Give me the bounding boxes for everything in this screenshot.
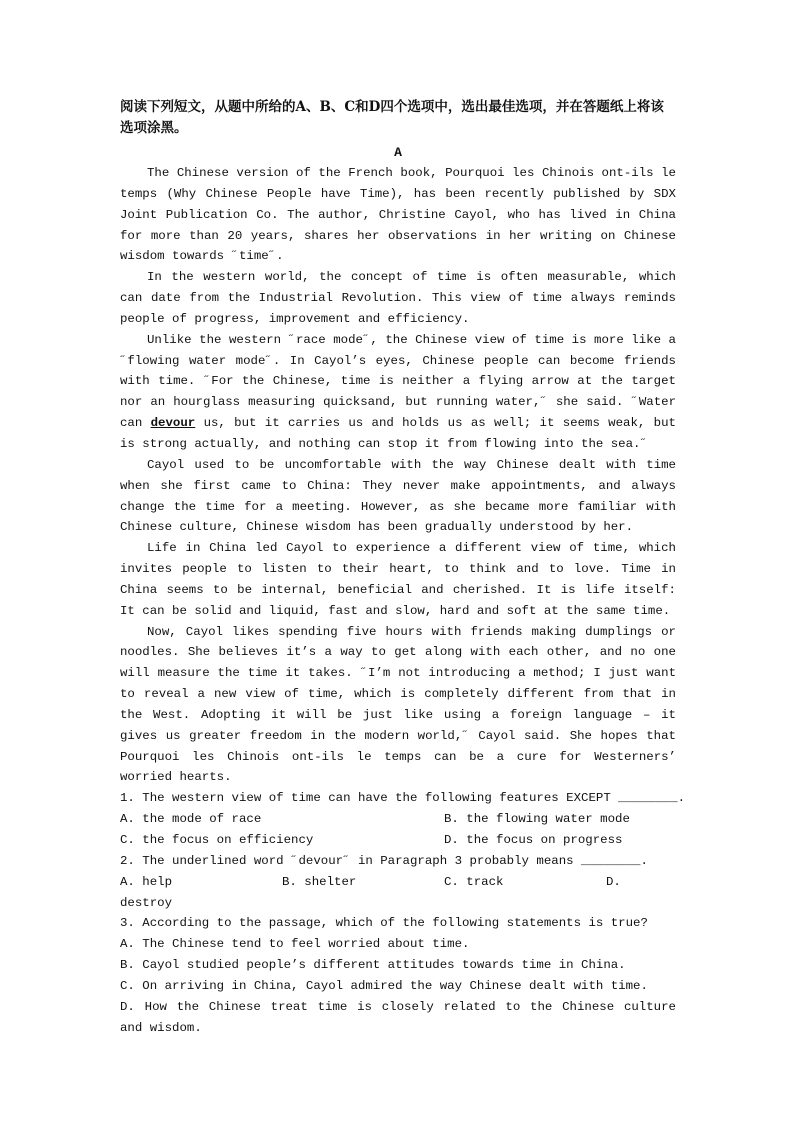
paragraph-1: The Chinese version of the French book, Pourquoi les Chinois ont-ils le temps (Why Chinese People have Time), has been recently published by SDX Joint Publication Co. The author, Christine Cayol, who has lived in China for more than 20 years, shares her observations in her writing on Chinese wisdom towards ˝time˝. xyxy=(120,166,676,264)
question-3-option-c: C. On arriving in China, Cayol admired the way Chinese dealt with time. xyxy=(120,978,648,993)
section-label: A xyxy=(394,145,402,160)
question-3-stem: 3. According to the passage, which of the following statements is true? xyxy=(120,916,648,931)
question-3-option-a: A. The Chinese tend to feel worried about time. xyxy=(120,937,470,952)
question-2-stem: 2. The underlined word ˝devour˝ in Paragraph 3 probably means ________. xyxy=(120,853,648,868)
questions xyxy=(120,788,686,1038)
question-2-options-row xyxy=(120,872,676,893)
paragraph-4: Cayol used to be uncomfortable with the way Chinese dealt with time when she first came to China: They never make appointments, and always change the time for a meeting. However, as she became more familiar with Chinese culture, Chinese wisdom has been gradually understood by her. xyxy=(120,457,676,535)
question-2-option-d: D. xyxy=(606,874,621,889)
paragraph-5: Life in China led Cayol to experience a different view of time, which invites people to listen to their heart, to think and to love. Time in China seems to be internal, beneficial and cherished. It is life itself: It can be solid and liquid, fast and slow, hard and soft at the same time. xyxy=(120,541,676,618)
instruction-text: 阅读下列短文，从题中所给的A、B、C和D四个选项中，选出最佳选项，并在答题纸上将该选项涂黑。 xyxy=(120,99,664,136)
paragraph-3-text-after: us, but it carries us and holds us as well; it seems weak, but is strong actually, and nothing can stop it from flowing into the sea.˝ xyxy=(120,416,676,451)
paragraph-3 xyxy=(120,330,676,455)
question-1-options-row-1 xyxy=(120,809,676,830)
document-page xyxy=(120,97,686,1038)
question-2-option-b: B. shelter xyxy=(282,874,357,889)
question-1-option-c: C. the focus on efficiency xyxy=(120,833,314,847)
question-2-option-a: A. help xyxy=(120,874,173,889)
question-3-option-b: B. Cayol studied people’s different attitudes towards time in China. xyxy=(120,958,626,973)
question-1-option-d: D. the focus on progress xyxy=(444,833,623,847)
underlined-word-devour: devour xyxy=(150,416,196,431)
question-3-option-d: D. How the Chinese treat time is closely related to the Chinese culture and wisdom. xyxy=(120,999,676,1035)
question-1-stem: 1. The western view of time can have the following features EXCEPT ________. xyxy=(120,791,686,806)
paragraph-2: In the western world, the concept of time is often measurable, which can date from the Industrial Revolution. This view of time always reminds people of progress, improvement and efficiency. xyxy=(120,270,676,326)
question-2-option-d-text: destroy xyxy=(120,895,173,910)
question-2-option-c: C. track xyxy=(444,874,504,889)
question-1-option-b: B. the flowing water mode xyxy=(444,812,630,827)
paragraph-3-text-before: Unlike the western ˝race mode˝, the Chinese view of time is more like a ˝flowing water mode˝. In Cayol’s eyes, Chinese people can become friends with time. ˝For the Chinese, time is neither a flying arrow at the target nor an hourglass measuring quicksand, but running water,˝ she said. ˝Water can xyxy=(120,332,676,431)
question-1-option-a: A. the mode of race xyxy=(120,812,262,827)
passage xyxy=(120,163,676,788)
question-1-options-row-2 xyxy=(120,830,676,851)
paragraph-6: Now, Cayol likes spending five hours with friends making dumplings or noodles. She believes it’s a way to get along with each other, and no one will measure the time it takes. ˝I’m not introducing a method; I just want to reveal a new view of time, which is completely different from that in the West. Adopting it will be just like using a foreign language – it gives us greater freedom in the modern world,˝ Cayol said. She hopes that Pourquoi les Chinois ont-ils le temps can be a cure for Westerners’ worried hearts. xyxy=(120,624,676,785)
